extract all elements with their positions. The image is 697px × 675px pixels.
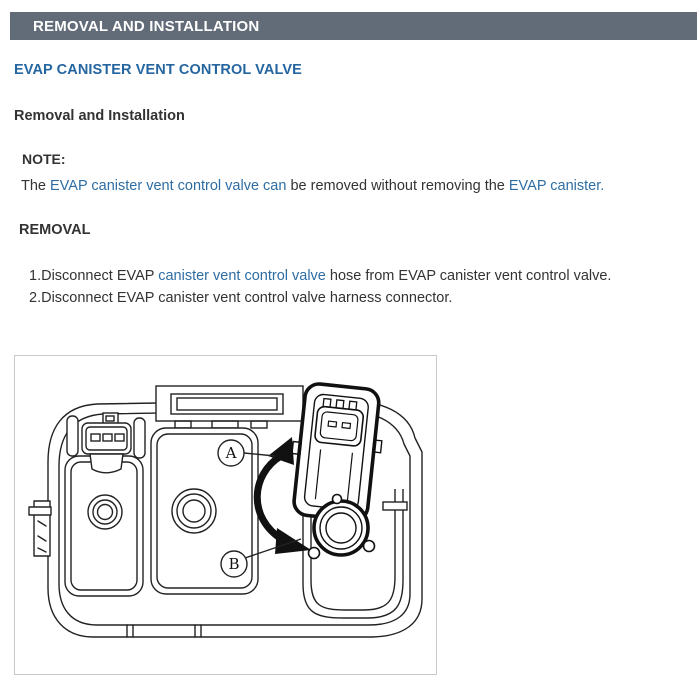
step-item-2 xyxy=(29,287,684,309)
subsection-title: Removal and Installation xyxy=(14,108,185,124)
section-header-bar xyxy=(10,12,697,40)
inline-link[interactable]: canister vent control valve xyxy=(158,268,326,284)
inline-text: The xyxy=(21,178,51,194)
removal-steps xyxy=(29,265,684,309)
evap-canister-diagram xyxy=(15,356,436,674)
step-text xyxy=(41,290,452,306)
figure-frame xyxy=(14,355,437,675)
inline-link[interactable]: EVAP canister. xyxy=(508,178,605,194)
step-number: 2. xyxy=(29,290,42,306)
inline-link[interactable]: EVAP canister vent control valve can xyxy=(50,178,287,194)
removal-heading: REMOVAL xyxy=(19,222,91,238)
page-title: EVAP CANISTER VENT CONTROL VALVE xyxy=(14,62,302,78)
inline-text: Disconnect EVAP canister vent control valve harness connector. xyxy=(41,290,453,306)
step-number: 1. xyxy=(29,268,42,284)
callout-label-a: A xyxy=(225,444,237,462)
step-text xyxy=(41,268,611,284)
note-label: NOTE: xyxy=(22,151,66,167)
section-header-title: REMOVAL AND INSTALLATION xyxy=(33,17,260,35)
note-text xyxy=(21,176,681,196)
callout-label-b: B xyxy=(228,555,240,573)
step-item-1 xyxy=(29,265,684,287)
inline-text: hose from EVAP canister vent control valve. xyxy=(325,268,612,284)
inline-text: Disconnect EVAP xyxy=(41,268,159,284)
left-compartment xyxy=(65,456,143,596)
inline-text: be removed without removing the xyxy=(286,178,509,194)
